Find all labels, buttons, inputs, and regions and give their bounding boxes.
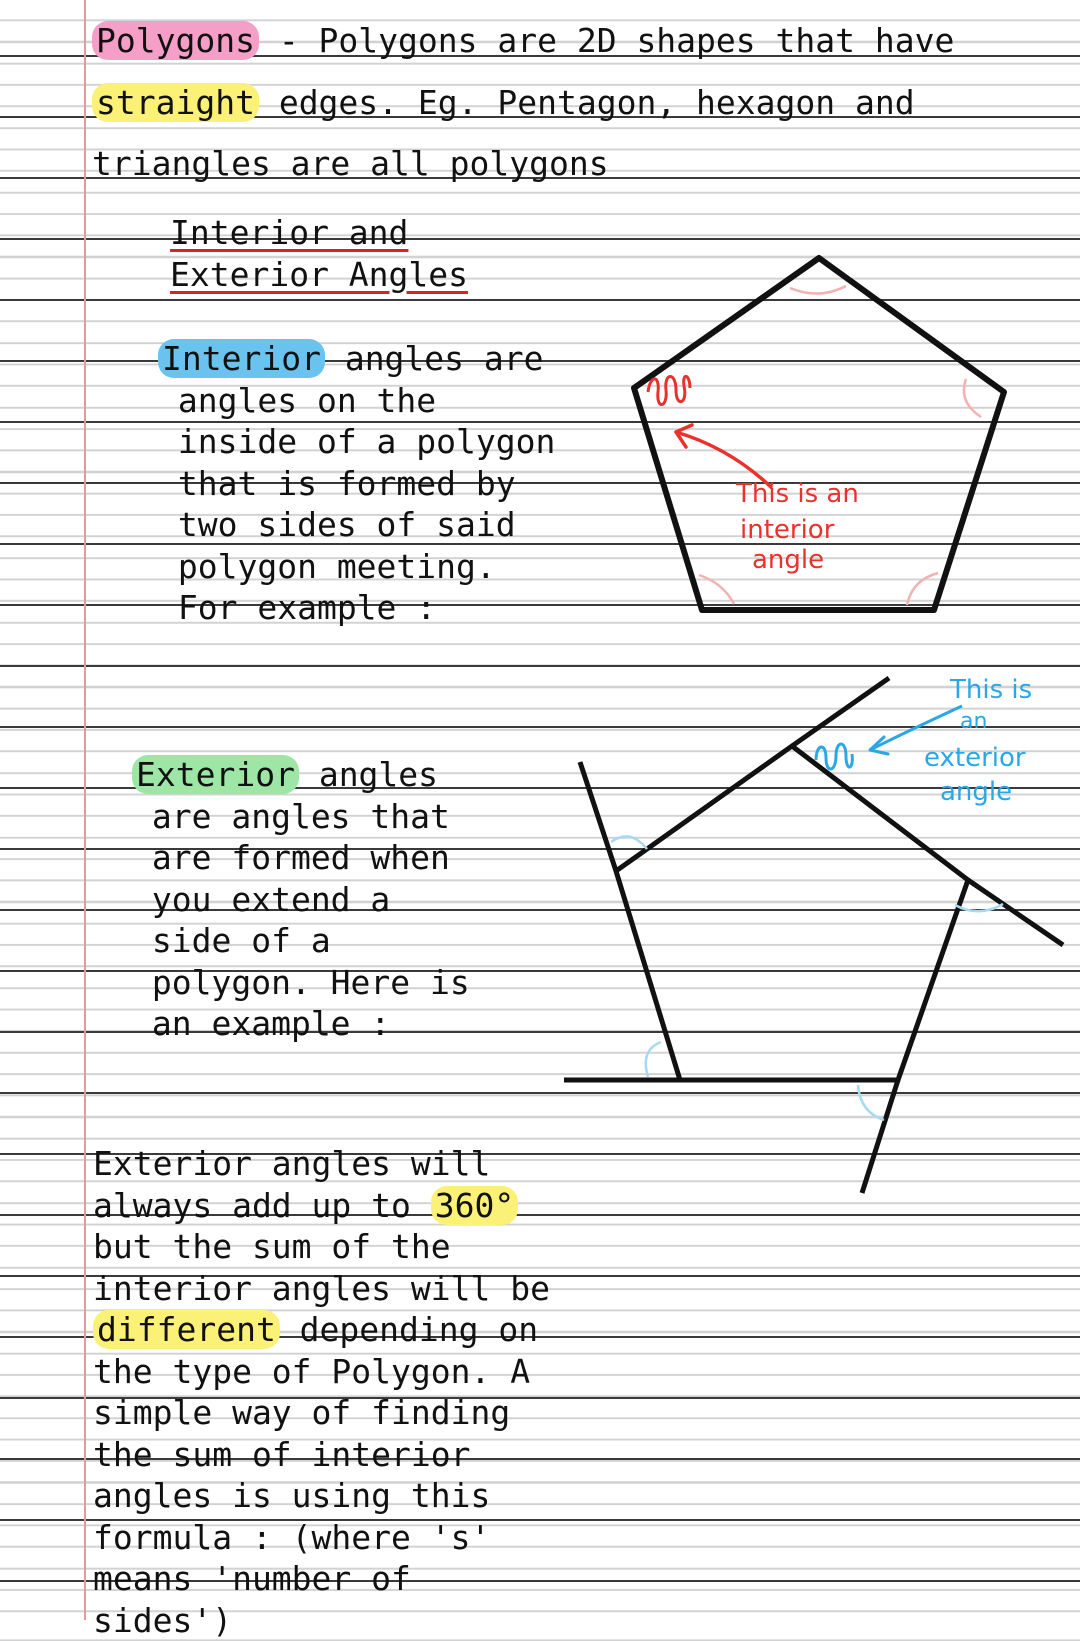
interior-line-1-text: angles are [324, 339, 544, 378]
interior-line: that is formed by [177, 463, 516, 503]
heading-line-2: Exterior Angles [170, 254, 469, 294]
interior-line: For example : [177, 588, 437, 627]
exterior-note-line: an [960, 709, 988, 734]
intro-line-2-text: edges. Eg. Pentagon, hexagon and [258, 82, 915, 122]
heading-line-1: Interior and [170, 213, 409, 252]
exterior-line: are angles that [151, 796, 450, 836]
intro-line-3-text: triangles are all polygons [92, 144, 609, 183]
interior-pentagon-diagram [634, 258, 1004, 610]
interior-term: Interior [158, 339, 325, 378]
interior-note-line: interior [740, 515, 835, 545]
summary-line: depending on [279, 1310, 539, 1349]
exterior-line: you extend a [151, 879, 391, 919]
summary-line: simple way of finding [93, 1393, 511, 1432]
polygons-term: Polygons [92, 21, 259, 60]
summary-line: the sum of interior [93, 1434, 471, 1474]
interior-note-line: angle [752, 545, 825, 575]
exterior-angle-arc [611, 836, 647, 849]
exterior-line: an example : [151, 1004, 391, 1043]
angle-arc [964, 379, 981, 417]
extended-side [792, 678, 889, 746]
extended-side [580, 762, 616, 871]
exterior-term: Exterior [132, 755, 299, 794]
interior-line: inside of a polygon [177, 422, 556, 461]
summary-line: always add up to [93, 1185, 431, 1225]
interior-angle-scribble [648, 376, 690, 404]
summary-line: formula : (where 's' [93, 1517, 491, 1557]
360-highlight: 360° [431, 1186, 518, 1225]
pentagon-shape [616, 746, 968, 1080]
exterior-pentagon-diagram [564, 675, 1063, 1193]
intro-line-1-text: - Polygons are 2D shapes that have [258, 21, 955, 60]
exterior-line: polygon. Here is [151, 962, 470, 1002]
exterior-angle-arc [955, 904, 1003, 911]
summary-line: but the sum of the [93, 1227, 451, 1266]
exterior-angle-arc [858, 1085, 884, 1120]
extended-side [862, 1080, 898, 1193]
interior-line: angles on the [177, 380, 437, 420]
exterior-note-line: angle [940, 777, 1013, 807]
exterior-note-line: This is [950, 675, 1033, 705]
summary-line: the type of Polygon. A [93, 1351, 531, 1391]
angle-arc [699, 575, 734, 604]
summary-line: angles is using this [93, 1476, 491, 1515]
summary-line: means 'number of [93, 1559, 411, 1598]
extended-side [968, 880, 1063, 945]
different-highlight: different [93, 1310, 280, 1349]
interior-note-line: This is an [736, 479, 859, 509]
interior-line: two sides of said [177, 505, 516, 544]
angle-arc [907, 573, 938, 605]
angle-arc [790, 286, 846, 294]
summary-line: Exterior angles will [93, 1144, 491, 1183]
exterior-line: are formed when [151, 838, 450, 877]
interior-line: polygon meeting. [177, 546, 496, 586]
exterior-note-line: exterior [924, 743, 1026, 773]
summary-line: sides') [93, 1600, 233, 1640]
summary-line: interior angles will be [93, 1268, 550, 1308]
exterior-line-1-text: angles [298, 755, 439, 794]
exterior-angle-arc [646, 1042, 661, 1077]
exterior-line: side of a [151, 921, 331, 960]
straight-highlight: straight [92, 83, 259, 122]
